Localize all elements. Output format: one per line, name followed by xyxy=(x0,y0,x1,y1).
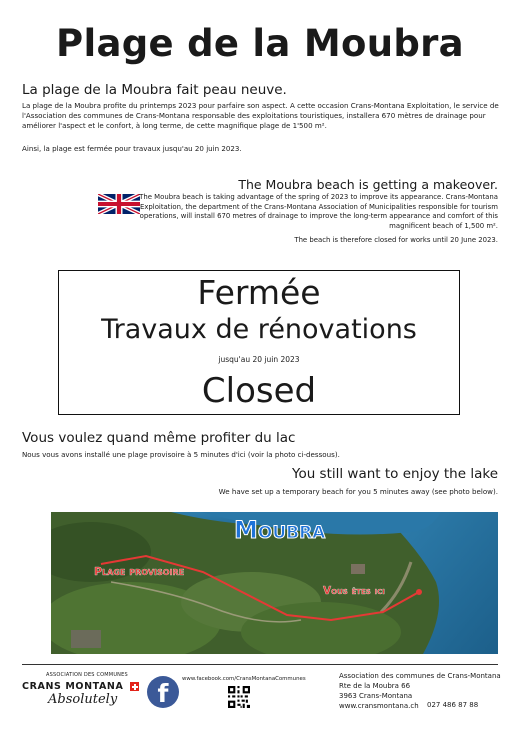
lake-text-en: We have set up a temporary beach for you 5 minutes away (see photo below). xyxy=(218,487,498,496)
french-heading: La plage de la Moubra fait peau neuve. xyxy=(22,82,287,98)
notice-renovation: Travaux de rénovations xyxy=(101,314,417,345)
aerial-photo xyxy=(51,512,498,654)
map-label-temp-beach: Plage provisoire xyxy=(94,565,185,578)
phone-number: 027 486 87 88 xyxy=(427,701,479,709)
logo-tagline: Absolutely xyxy=(48,692,118,707)
location-marker xyxy=(416,589,422,595)
logo-assoc-label: ASSOCIATION DES COMMUNES xyxy=(46,672,128,678)
facebook-url[interactable]: www.facebook.com/CransMontanaCommunes xyxy=(182,676,306,682)
english-heading: The Moubra beach is getting a makeover. xyxy=(238,177,498,192)
map-label-you-are-here: Vous êtes ici xyxy=(323,585,385,597)
lake-heading-en: You still want to enjoy the lake xyxy=(292,466,498,482)
qr-code-icon xyxy=(228,686,250,708)
french-closed-note: Ainsi, la plage est fermée pour travaux jusqu'au 20 juin 2023. xyxy=(22,144,242,153)
french-body: La plage de la Moubra profite du printemps 2023 pour parfaire son aspect. A cette occasion Crans-Montana Exploitation, le service de l'Association des communes de Crans-Montana responsable des exploitations touristiques, installera 670 mètres de drainage pour améliorer l'aspect et le confort, à long terme, de cette magnifique plage de 1'500 m². xyxy=(22,101,499,130)
map-label-moubra: Moubra xyxy=(234,516,326,544)
address-line-3: 3963 Crans-Montana xyxy=(339,692,413,700)
notice-closed-en: Closed xyxy=(201,371,317,411)
lake-text-fr: Nous vous avons installé une plage provisoire à 5 minutes d'ici (voir la photo ci-dessous). xyxy=(22,450,340,459)
lake-heading-fr: Vous voulez quand même profiter du lac xyxy=(22,430,296,446)
notice-until-date: jusqu'au 20 juin 2023 xyxy=(218,355,300,364)
address-line-2: Rte de la Moubra 66 xyxy=(339,682,411,690)
uk-flag-icon xyxy=(98,194,140,214)
closure-notice xyxy=(58,270,460,415)
page-title: Plage de la Moubra xyxy=(56,22,464,65)
logo-brand: CRANS MONTANA xyxy=(22,681,124,692)
website-link[interactable]: www.cransmontana.ch xyxy=(339,702,419,710)
footer-divider xyxy=(22,664,498,665)
swiss-cross-icon xyxy=(130,682,139,691)
notice-closed-fr: Fermée xyxy=(197,273,321,312)
facebook-icon[interactable]: f xyxy=(147,676,179,708)
address-line-1: Association des communes de Crans-Montana xyxy=(339,672,501,680)
english-closed-note: The beach is therefore closed for works until 20 June 2023. xyxy=(294,236,498,244)
english-body: The Moubra beach is taking advantage of the spring of 2023 to improve its appearance. Crans-Montana Exploitation, the department of the Crans-Montana Association of Municipalities responsible for tourism operations, will install 670 metres of drainage to improve the long-term appearance and comfort of this magnificent beach of 1,500 m². xyxy=(139,193,498,230)
